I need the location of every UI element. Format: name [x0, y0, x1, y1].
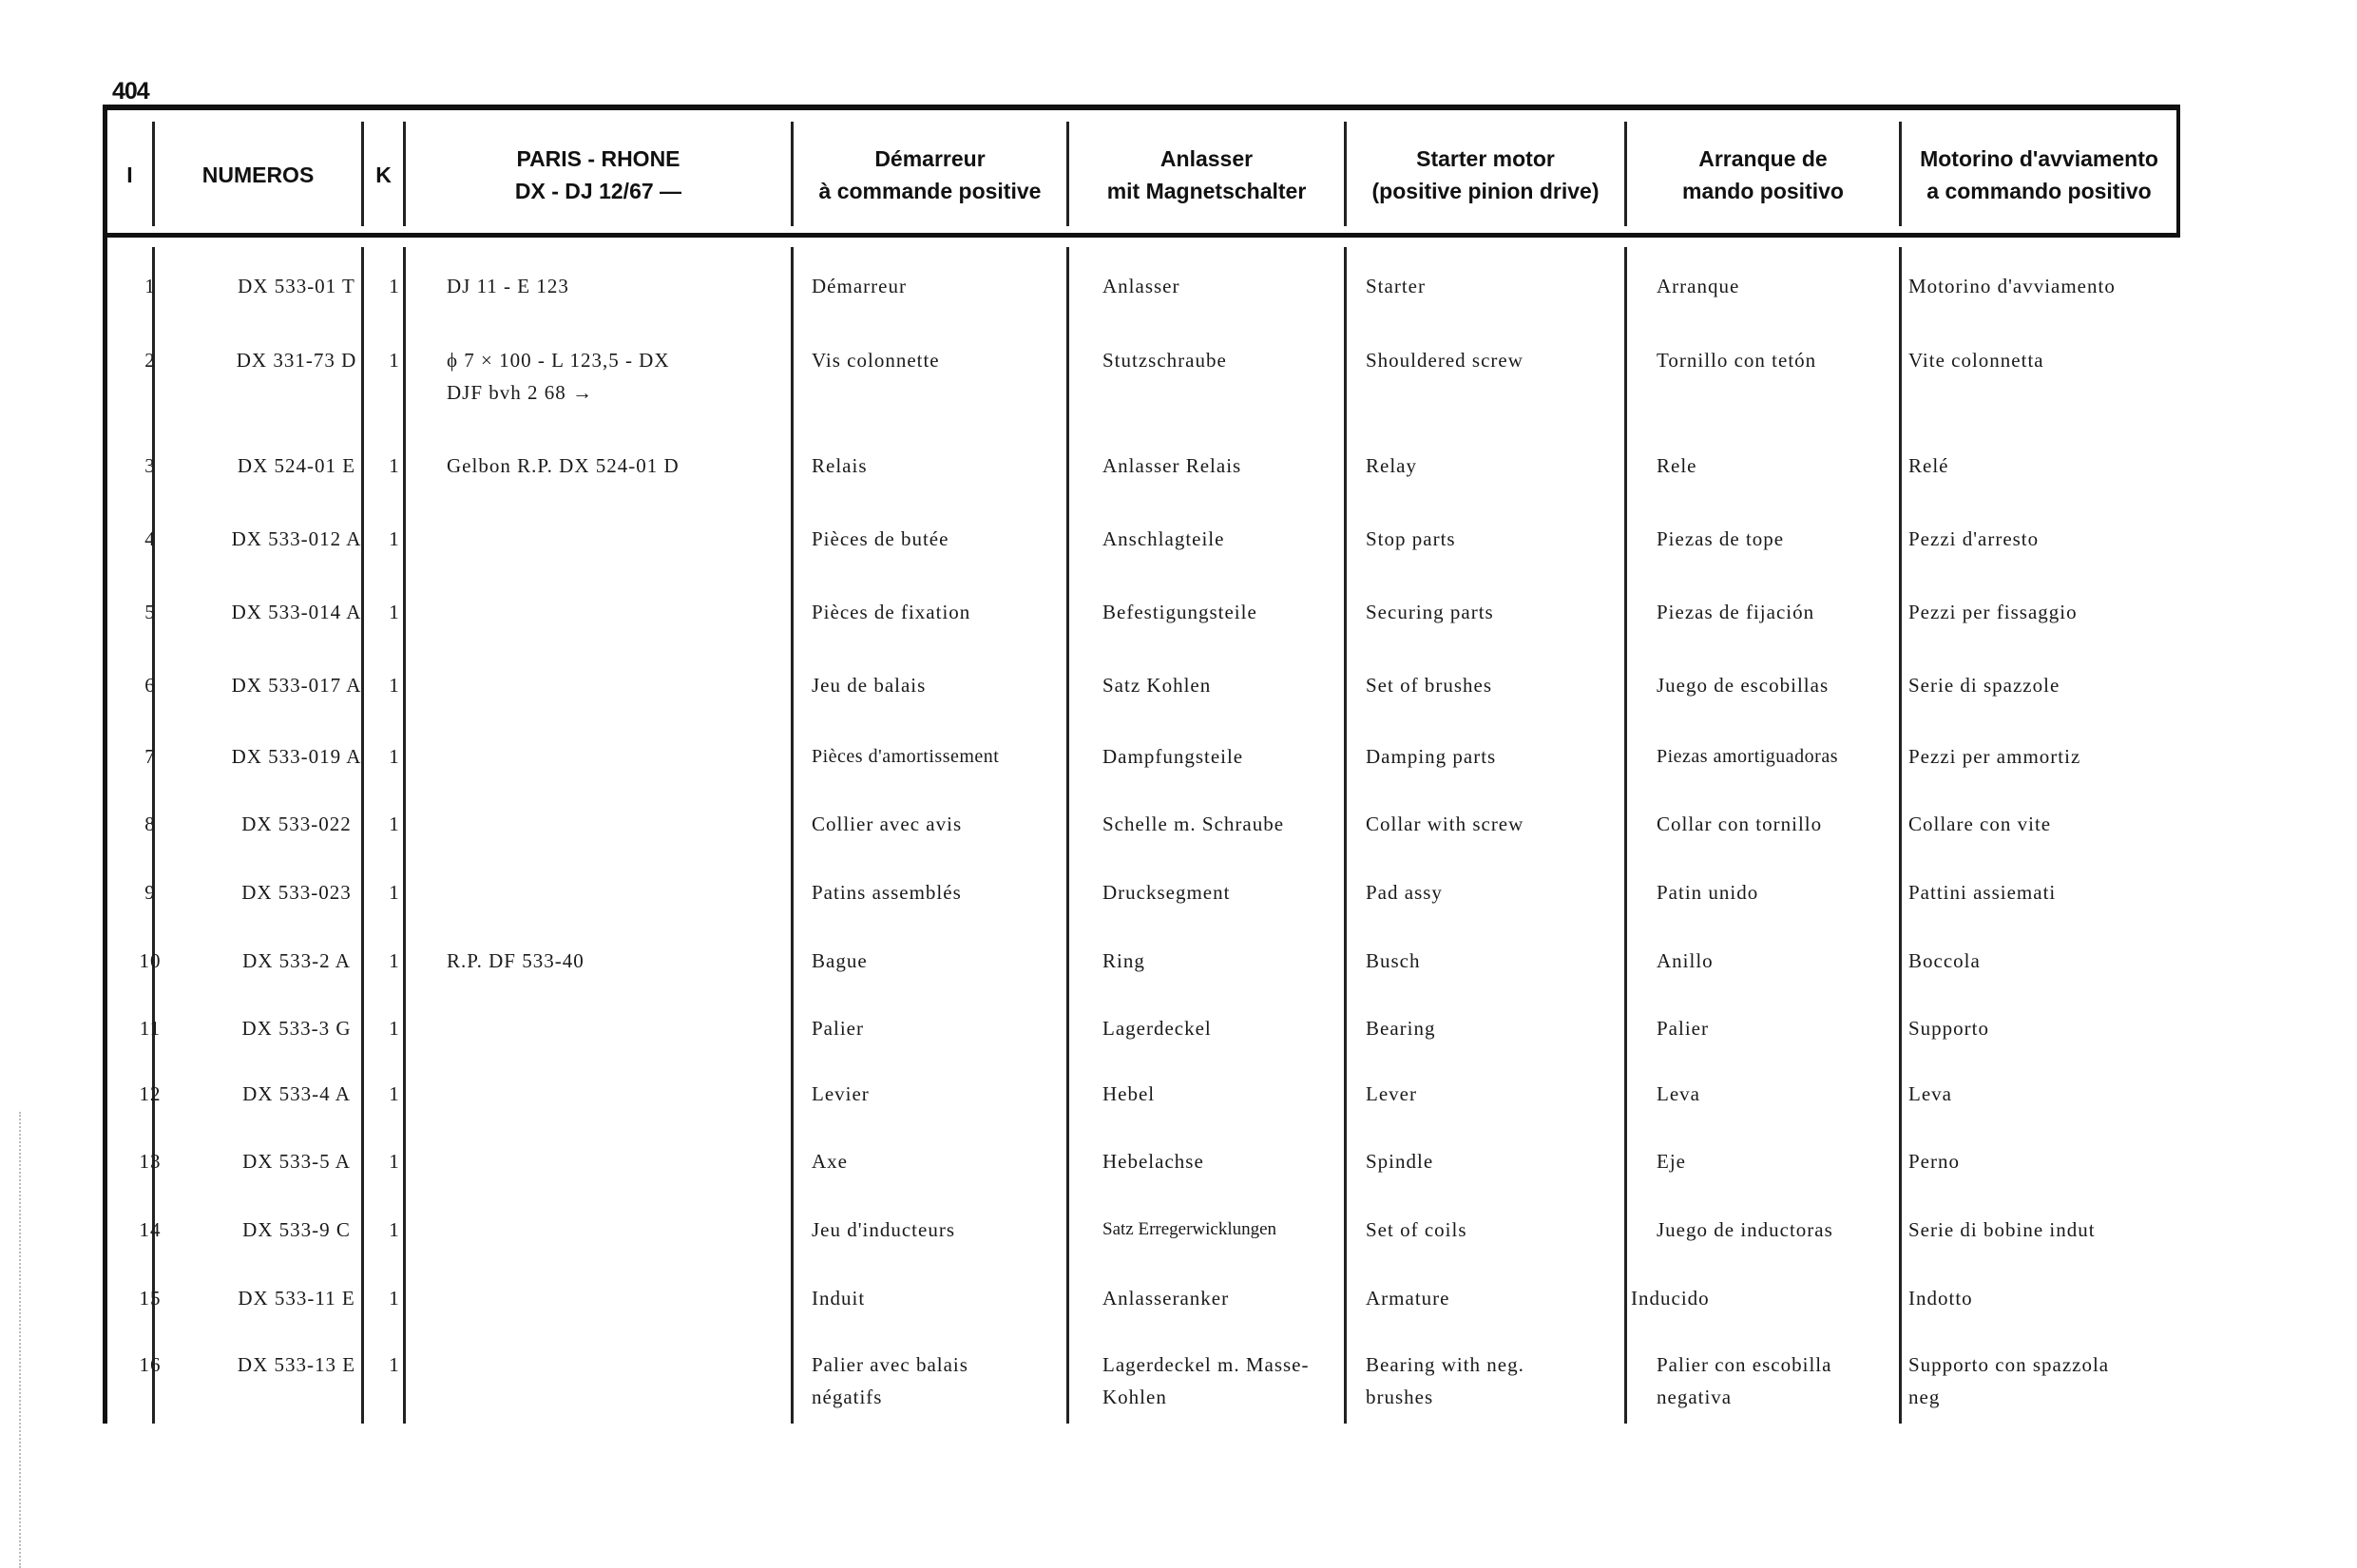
part-number: DX 533-023 — [241, 881, 352, 904]
part-number: DX 533-11 E — [238, 1287, 355, 1310]
description-spanish: Piezas de fijación — [1657, 601, 1815, 623]
description-english: Shouldered screw — [1366, 349, 1523, 372]
table-row — [103, 1348, 2180, 1425]
quantity-k: 1 — [389, 1353, 400, 1376]
header-german: Anlasser mit Magnetschalter — [1106, 146, 1307, 203]
header-separator — [103, 233, 2180, 238]
quantity-k: 1 — [389, 1017, 400, 1040]
description-english: Stop parts — [1366, 527, 1456, 550]
description-spanish: Collar con tornillo — [1657, 813, 1823, 835]
part-number: DX 533-13 E — [237, 1353, 356, 1376]
part-number: DX 533-3 G — [241, 1017, 352, 1040]
description-english: Busch — [1366, 949, 1421, 972]
description-spanish: Juego de inductoras — [1657, 1218, 1833, 1241]
quantity-k: 1 — [389, 1150, 400, 1173]
description-french: Axe — [812, 1150, 848, 1173]
description-german: Lagerdeckel m. Masse- Kohlen — [1102, 1353, 1310, 1408]
description-spanish: Eje — [1657, 1150, 1686, 1173]
description-french: Pièces de fixation — [812, 601, 971, 623]
table-row — [103, 270, 2180, 327]
description-german: Anlasser Relais — [1102, 454, 1242, 477]
header-english: Starter motor (positive pinion drive) — [1371, 146, 1600, 203]
row-index: 15 — [139, 1287, 162, 1310]
description-english: Starter — [1366, 275, 1426, 297]
reference: R.P. DF 533-40 — [447, 949, 584, 972]
table-row — [103, 344, 2180, 404]
part-number: DX 533-4 A — [242, 1082, 351, 1105]
table-row — [103, 945, 2180, 1002]
description-spanish: Rele — [1657, 454, 1697, 477]
description-french: Pièces d'amortissement — [812, 746, 1000, 767]
quantity-k: 1 — [389, 1287, 400, 1310]
table-row — [103, 808, 2180, 865]
description-french: Levier — [812, 1082, 870, 1105]
quantity-k: 1 — [389, 1218, 400, 1241]
description-english: Securing parts — [1366, 601, 1494, 623]
description-german: Dampfungsteile — [1102, 745, 1244, 768]
table-row — [103, 1282, 2180, 1339]
quantity-k: 1 — [389, 454, 400, 477]
part-number: DX 533-5 A — [242, 1150, 351, 1173]
header-italian: Motorino d'avviamento a commando positivo — [1920, 146, 2158, 203]
parts-table — [103, 105, 2180, 1424]
description-spanish: Arranque — [1657, 275, 1740, 297]
row-index: 11 — [139, 1017, 162, 1040]
description-italian: Collare con vite — [1908, 813, 2052, 835]
description-german: Anschlagteile — [1102, 527, 1225, 550]
description-italian: Pezzi per fissaggio — [1908, 601, 2078, 623]
reference: Gelbon R.P. DX 524-01 D — [447, 454, 680, 477]
quantity-k: 1 — [389, 881, 400, 904]
description-english: Relay — [1366, 454, 1417, 477]
description-french: Démarreur — [812, 275, 907, 297]
table-row — [103, 523, 2180, 580]
row-index: 8 — [144, 813, 156, 835]
part-number: DX 533-017 A — [231, 674, 362, 697]
description-italian: Pattini assiemati — [1908, 881, 2057, 904]
page-number: 404 — [112, 78, 149, 105]
header-reference: PARIS - RHONE DX - DJ 12/67 — — [514, 146, 682, 203]
description-german: Drucksegment — [1102, 881, 1231, 904]
quantity-k: 1 — [389, 674, 400, 697]
description-german: Satz Erregerwicklungen — [1102, 1219, 1277, 1239]
row-index: 16 — [139, 1353, 162, 1376]
description-english: Bearing — [1366, 1017, 1436, 1040]
description-german: Schelle m. Schraube — [1102, 813, 1285, 835]
description-italian: Boccola — [1908, 949, 1981, 972]
quantity-k: 1 — [389, 745, 400, 768]
description-spanish: Piezas de tope — [1657, 527, 1785, 550]
header-french: Démarreur à commande positive — [818, 146, 1042, 203]
description-english: Lever — [1366, 1082, 1417, 1105]
row-index: 7 — [144, 745, 156, 768]
description-french: Jeu de balais — [812, 674, 927, 697]
description-german: Hebel — [1102, 1082, 1156, 1105]
description-english: Damping parts — [1366, 745, 1497, 768]
table-row — [103, 1214, 2180, 1271]
row-index: 6 — [144, 674, 156, 697]
quantity-k: 1 — [389, 949, 400, 972]
part-number: DX 533-01 T — [238, 275, 355, 297]
description-german: Hebelachse — [1102, 1150, 1204, 1173]
quantity-k: 1 — [389, 601, 400, 623]
description-english: Set of coils — [1366, 1218, 1467, 1241]
row-index: 12 — [139, 1082, 162, 1105]
quantity-k: 1 — [389, 813, 400, 835]
description-french: Palier — [812, 1017, 864, 1040]
row-index: 3 — [144, 454, 156, 477]
table-right-border — [2176, 105, 2180, 238]
description-italian: Supporto con spazzola neg — [1908, 1353, 2110, 1408]
description-french: Palier avec balais négatifs — [812, 1353, 968, 1408]
description-german: Ring — [1102, 949, 1145, 972]
description-italian: Vite colonnetta — [1908, 349, 2044, 372]
description-german: Stutzschraube — [1102, 349, 1227, 372]
part-number: DX 533-019 A — [231, 745, 362, 768]
row-index: 9 — [144, 881, 156, 904]
description-italian: Serie di spazzole — [1908, 674, 2060, 697]
quantity-k: 1 — [389, 1082, 400, 1105]
description-italian: Relé — [1908, 454, 1949, 477]
description-german: Befestigungsteile — [1102, 601, 1257, 623]
description-spanish: Palier con escobilla negativa — [1657, 1353, 1832, 1408]
part-number: DX 524-01 E — [237, 454, 356, 477]
header-index: I — [126, 163, 133, 187]
header-numeros: NUMEROS — [201, 163, 315, 187]
part-number: DX 533-022 — [241, 813, 352, 835]
description-english: Collar with screw — [1366, 813, 1524, 835]
table-row — [103, 1012, 2180, 1069]
description-french: Pièces de butée — [812, 527, 949, 550]
description-french: Collier avec avis — [812, 813, 963, 835]
description-spanish: Tornillo con tetón — [1657, 349, 1817, 372]
description-italian: Serie di bobine indut — [1908, 1218, 2096, 1241]
table-row — [103, 740, 2180, 797]
description-italian: Supporto — [1908, 1017, 1990, 1040]
reference: ϕ 7 × 100 - L 123,5 - DX DJF bvh 2 68 → — [447, 349, 670, 404]
header-k: K — [375, 163, 392, 187]
table-row — [103, 449, 2180, 507]
table-row — [103, 1145, 2180, 1202]
part-number: DX 533-014 A — [231, 601, 362, 623]
description-english: Spindle — [1366, 1150, 1434, 1173]
table-row — [103, 596, 2180, 653]
description-english: Pad assy — [1366, 881, 1443, 904]
part-number: DX 533-012 A — [231, 527, 362, 550]
description-german: Anlasser — [1102, 275, 1180, 297]
description-french: Induit — [812, 1287, 866, 1310]
part-number: DX 533-9 C — [242, 1218, 351, 1241]
quantity-k: 1 — [389, 527, 400, 550]
description-german: Lagerdeckel — [1102, 1017, 1212, 1040]
description-italian: Perno — [1908, 1150, 1960, 1173]
description-italian: Leva — [1908, 1082, 1952, 1105]
description-spanish: Palier — [1657, 1017, 1709, 1040]
row-index: 2 — [144, 349, 156, 372]
table-row — [103, 876, 2180, 933]
table-top-border — [103, 105, 2180, 110]
row-index: 13 — [139, 1150, 162, 1173]
row-index: 1 — [144, 275, 156, 297]
description-french: Vis colonnette — [812, 349, 940, 372]
description-french: Relais — [812, 454, 868, 477]
part-number: DX 533-2 A — [242, 949, 351, 972]
scan-margin-mark — [19, 1112, 23, 1568]
description-italian: Motorino d'avviamento — [1908, 275, 2116, 297]
row-index: 5 — [144, 601, 156, 623]
description-spanish: Juego de escobillas — [1657, 674, 1830, 697]
reference: DJ 11 - E 123 — [447, 275, 569, 297]
description-spanish: Patin unido — [1657, 881, 1759, 904]
quantity-k: 1 — [389, 275, 400, 297]
description-spanish: Anillo — [1657, 949, 1714, 972]
description-french: Patins assemblés — [812, 881, 962, 904]
row-index: 14 — [139, 1218, 162, 1241]
part-number: DX 331-73 D — [236, 349, 357, 372]
description-spanish: Piezas amortiguadoras — [1657, 746, 1838, 767]
table-row — [103, 1078, 2180, 1135]
table-row — [103, 669, 2180, 726]
description-french: Bague — [812, 949, 868, 972]
description-french: Jeu d'inducteurs — [812, 1218, 956, 1241]
quantity-k: 1 — [389, 349, 400, 372]
description-english: Set of brushes — [1366, 674, 1492, 697]
header-spanish: Arranque de mando positivo — [1682, 146, 1844, 203]
description-german: Satz Kohlen — [1102, 674, 1212, 697]
description-german: Anlasseranker — [1102, 1287, 1230, 1310]
description-spanish: Leva — [1657, 1082, 1700, 1105]
row-index: 4 — [144, 527, 156, 550]
description-italian: Pezzi d'arresto — [1908, 527, 2040, 550]
description-spanish: Inducido — [1631, 1287, 1710, 1310]
description-english: Armature — [1366, 1287, 1450, 1310]
description-english: Bearing with neg. brushes — [1366, 1353, 1524, 1408]
description-italian: Indotto — [1908, 1287, 1973, 1310]
description-italian: Pezzi per ammortiz — [1908, 745, 2081, 768]
row-index: 10 — [139, 949, 162, 972]
